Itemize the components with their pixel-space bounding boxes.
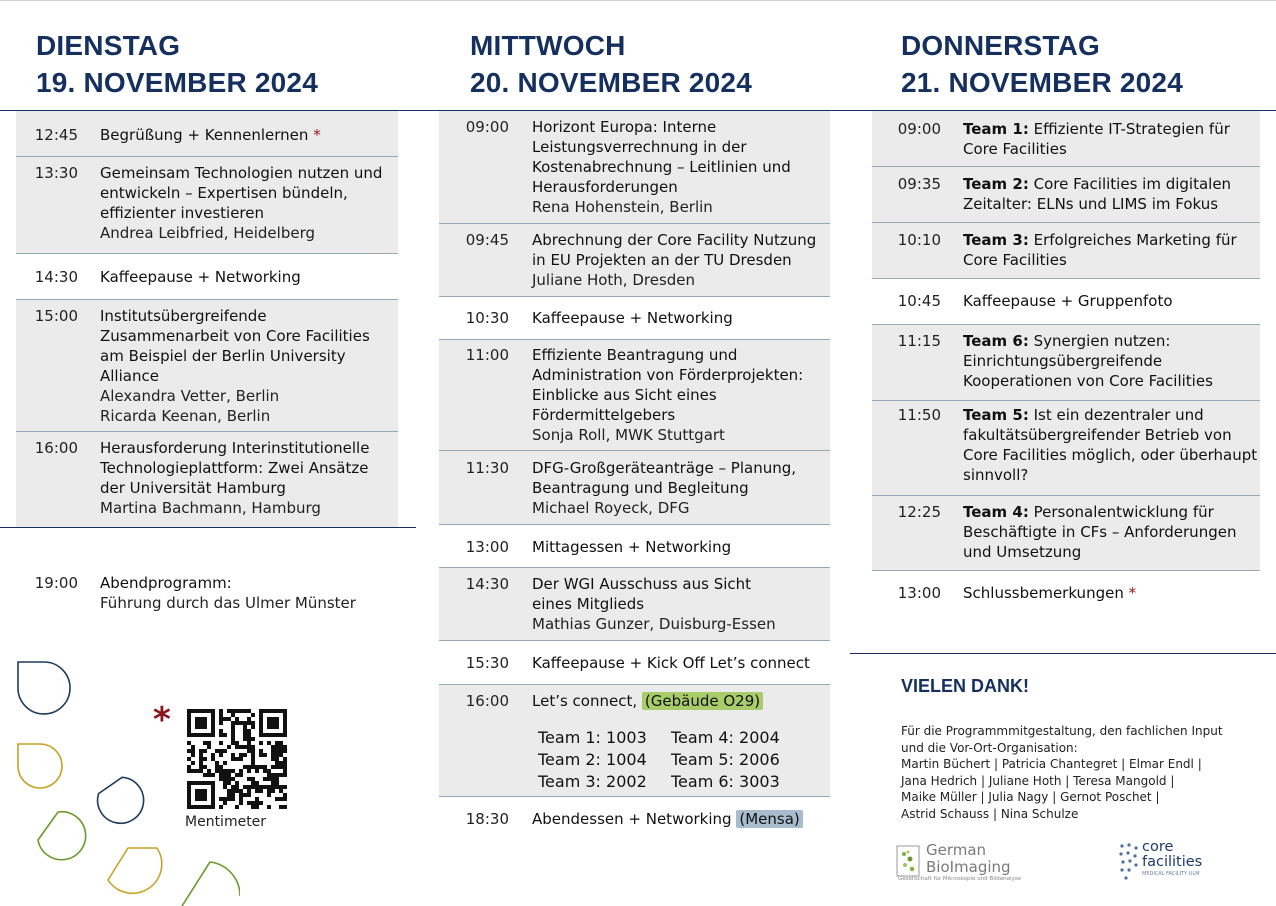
session-speaker: Ricarda Keenan, Berlin <box>100 407 271 425</box>
drop-shape <box>94 774 147 827</box>
session-content <box>78 438 398 527</box>
session-speaker: Alexandra Vetter, Berlin <box>100 387 280 405</box>
session-title: Institutsübergreifende Zusammenarbeit von Core Facilities am Beispiel der Berlin University Alliance <box>100 307 370 385</box>
session-title: Personalentwicklung für Beschäftigte in CFs – Anforderungen und Umsetzung <box>963 503 1237 561</box>
session-content <box>941 502 1260 570</box>
session-heading <box>532 691 830 711</box>
session-row <box>439 525 830 568</box>
session-time: 11:15 <box>897 332 941 350</box>
schedule-thursday <box>872 111 1260 615</box>
team-label: Team 5: <box>963 406 1029 424</box>
session-content <box>509 345 830 450</box>
schedule-tuesday <box>16 111 398 527</box>
session-time: 13:00 <box>465 538 509 556</box>
team-label: Team 6: <box>963 332 1029 350</box>
session-title: Let’s connect, <box>532 692 638 710</box>
session-time: 12:45 <box>34 126 78 144</box>
day-header-wednesday <box>470 27 752 101</box>
session-row <box>16 300 398 432</box>
session-content <box>509 230 830 296</box>
drop-shape <box>38 812 86 860</box>
thanks-text <box>901 723 1241 823</box>
session-title: Abendessen + Networking <box>532 810 732 828</box>
tuesday-divider <box>0 527 416 528</box>
logo-line: German <box>926 841 987 859</box>
session-content <box>78 573 398 613</box>
session-row <box>439 224 830 297</box>
team-room: Team 2: 1004 <box>538 750 647 769</box>
thursday-divider <box>850 653 1276 654</box>
session-time: 10:10 <box>897 231 941 249</box>
team-label: Team 2: <box>963 175 1029 193</box>
session-row <box>439 568 830 641</box>
logo-text <box>1142 840 1202 870</box>
schedule-wednesday <box>439 111 830 837</box>
session-content <box>941 331 1260 400</box>
session-content <box>941 230 1260 278</box>
session-title: Kaffeepause + Networking <box>532 309 733 327</box>
date: 21. NOVEMBER 2024 <box>901 67 1183 98</box>
top-rule <box>0 0 1276 1</box>
team-room: Team 1: 1003 <box>538 728 647 747</box>
thanks-names: Jana Hedrich | Juliane Hoth | Teresa Mangold | <box>901 773 1175 788</box>
session-time: 09:00 <box>465 118 509 136</box>
session-content <box>941 405 1260 495</box>
location-tag: (Mensa) <box>736 810 802 828</box>
session-title: Horizont Europa: Interne Leistungsverrechnung in der Kostenabrechnung – Leitlinien und Herausforderungen <box>532 118 791 196</box>
session-row <box>439 685 830 797</box>
session-time: 13:00 <box>897 584 941 602</box>
session-speaker: Mathias Gunzer, Duisburg-Essen <box>532 615 776 633</box>
evening-program <box>16 573 398 613</box>
session-row <box>439 797 830 837</box>
session-title: Der WGI Ausschuss aus Sicht eines Mitglieds <box>532 575 752 613</box>
qr-code[interactable] <box>187 709 287 809</box>
session-speaker: Andrea Leibfried, Heidelberg <box>100 224 315 242</box>
session-row <box>16 111 398 157</box>
session-title: Effiziente IT-Strategien für Core Facilities <box>963 120 1230 158</box>
session-time: 16:00 <box>34 439 78 457</box>
session-row <box>439 641 830 685</box>
session-title: Effiziente Beantragung und Administration von Förderprojekten: Einblicke aus Sicht eines Fördermittelgebers <box>532 346 804 424</box>
bioimaging-mark-icon <box>896 844 922 878</box>
session-row <box>439 111 830 224</box>
logo-line: facilities <box>1142 854 1203 870</box>
session-content <box>78 125 398 156</box>
session-row <box>872 571 1260 615</box>
session-title: Erfolgreiches Marketing für Core Facilities <box>963 231 1237 269</box>
session-time: 11:30 <box>465 459 509 477</box>
session-time: 13:30 <box>34 164 78 182</box>
session-title: Kaffeepause + Gruppenfoto <box>963 292 1173 310</box>
team-label: Team 1: <box>963 120 1029 138</box>
logo-subtitle: MEDICAL FACILITY ULM <box>1142 871 1200 877</box>
session-time: 14:30 <box>34 268 78 286</box>
session-row <box>16 157 398 254</box>
team-label: Team 4: <box>963 503 1029 521</box>
drop-shape <box>18 744 62 788</box>
session-content <box>78 306 398 431</box>
session-content <box>509 809 830 837</box>
thanks-names: Martin Büchert | Patricia Chantegret | Elmar Endl | <box>901 757 1202 772</box>
thanks-intro: Für die Programmmitgestaltung, den fachlichen Input und die Vor-Ort-Organisation: <box>901 724 1223 755</box>
session-time: 14:30 <box>465 575 509 593</box>
session-row <box>872 167 1260 223</box>
session-speaker: Sonja Roll, MWK Stuttgart <box>532 426 725 444</box>
star-marker: * <box>153 700 171 740</box>
session-row <box>439 297 830 340</box>
logo-text <box>926 842 1011 876</box>
date: 20. NOVEMBER 2024 <box>470 67 752 98</box>
session-speaker: Martina Bachmann, Hamburg <box>100 499 321 517</box>
team-room: Team 6: 3003 <box>671 772 780 791</box>
session-title: Mittagessen + Networking <box>532 538 732 556</box>
session-row <box>872 401 1260 496</box>
team-label: Team 3: <box>963 231 1029 249</box>
session-title: Ist ein dezentraler und fakultätsübergreifender Betrieb von Core Facilities möglich, oder überhaupt sinnvoll? <box>963 406 1258 484</box>
session-title: Gemeinsam Technologien nutzen und entwickeln – Expertisen bündeln, effizienter investieren <box>100 164 383 222</box>
session-row <box>439 451 830 525</box>
session-row <box>16 254 398 300</box>
network-dots-icon <box>1118 842 1140 882</box>
session-time: 12:25 <box>897 503 941 521</box>
session-title: Begrüßung + Kennenlernen <box>100 126 309 144</box>
session-title: Kaffeepause + Kick Off Let’s connect <box>532 654 810 672</box>
session-time: 19:00 <box>34 574 78 592</box>
logo-subtitle: Gesellschaft für Mikroskopie und Bildanalyse <box>898 876 1021 882</box>
session-time: 11:50 <box>897 406 941 424</box>
date: 19. NOVEMBER 2024 <box>36 67 318 98</box>
session-title: Synergien nutzen: Einrichtungsübergreifende Kooperationen von Core Facilities <box>963 332 1213 390</box>
session-detail: Führung durch das Ulmer Münster <box>100 594 356 612</box>
team-room: Team 5: 2006 <box>671 750 780 769</box>
session-time: 09:45 <box>465 231 509 249</box>
session-content <box>509 117 830 223</box>
session-content <box>941 174 1260 222</box>
weekday: DIENSTAG <box>36 30 181 61</box>
session-title: Abrechnung der Core Facility Nutzung in EU Projekten an der TU Dresden <box>532 231 817 269</box>
session-row <box>872 223 1260 279</box>
session-title: DFG-Großgeräteanträge – Planung, Beantragung und Begleitung <box>532 459 797 497</box>
session-time: 16:00 <box>465 692 509 710</box>
session-row <box>872 496 1260 571</box>
day-header-thursday <box>901 27 1183 101</box>
core-facilities-logo <box>1118 840 1238 886</box>
session-row <box>872 111 1260 167</box>
team-room: Team 4: 2004 <box>671 728 780 747</box>
session-time: 15:30 <box>465 654 509 672</box>
session-row <box>16 432 398 527</box>
drop-shape <box>18 662 70 714</box>
session-time: 10:30 <box>465 309 509 327</box>
session-title: Abendprogramm: <box>100 574 232 592</box>
team-room: Team 3: 2002 <box>538 772 647 791</box>
session-content <box>78 163 398 253</box>
session-time: 15:00 <box>34 307 78 325</box>
day-header-tuesday <box>36 27 318 101</box>
session-content <box>509 458 830 524</box>
weekday: MITTWOCH <box>470 30 626 61</box>
session-title: Schlussbemerkungen <box>963 584 1124 602</box>
session-content <box>509 691 830 796</box>
drop-shape <box>108 848 162 893</box>
qr-label: Mentimeter <box>185 814 267 830</box>
thanks-names: Astrid Schauss | Nina Schulze <box>901 806 1079 821</box>
team-rooms <box>538 727 830 793</box>
session-time: 11:00 <box>465 346 509 364</box>
star-marker: * <box>1128 584 1137 602</box>
session-row <box>439 340 830 451</box>
session-row <box>872 325 1260 401</box>
thanks-title: VIELEN DANK! <box>901 676 1030 696</box>
session-time: 09:00 <box>897 120 941 138</box>
session-speaker: Juliane Hoth, Dresden <box>532 271 696 289</box>
session-time: 18:30 <box>465 810 509 828</box>
session-content <box>941 119 1260 166</box>
session-speaker: Rena Hohenstein, Berlin <box>532 198 713 216</box>
thanks-names: Maike Müller | Julia Nagy | Gernot Poschet | <box>901 790 1160 805</box>
session-content <box>941 583 1260 615</box>
session-title: Core Facilities im digitalen Zeitalter: ELNs und LIMS im Fokus <box>963 175 1232 213</box>
location-tag: (Gebäude O29) <box>642 692 763 710</box>
session-title: Herausforderung Interinstitutionelle Technologieplattform: Zwei Ansätze der Universität Hamburg <box>100 439 370 497</box>
logo-line: BioImaging <box>926 858 1011 876</box>
german-bioimaging-logo <box>896 841 1021 884</box>
logo-line: core <box>1142 839 1174 855</box>
session-title: Kaffeepause + Networking <box>100 268 301 286</box>
session-row <box>872 279 1260 325</box>
session-time: 10:45 <box>897 292 941 310</box>
session-time: 09:35 <box>897 175 941 193</box>
session-content <box>509 574 830 640</box>
session-speaker: Michael Royeck, DFG <box>532 499 690 517</box>
star-marker: * <box>313 126 321 144</box>
weekday: DONNERSTAG <box>901 30 1101 61</box>
drop-shape <box>182 862 240 906</box>
